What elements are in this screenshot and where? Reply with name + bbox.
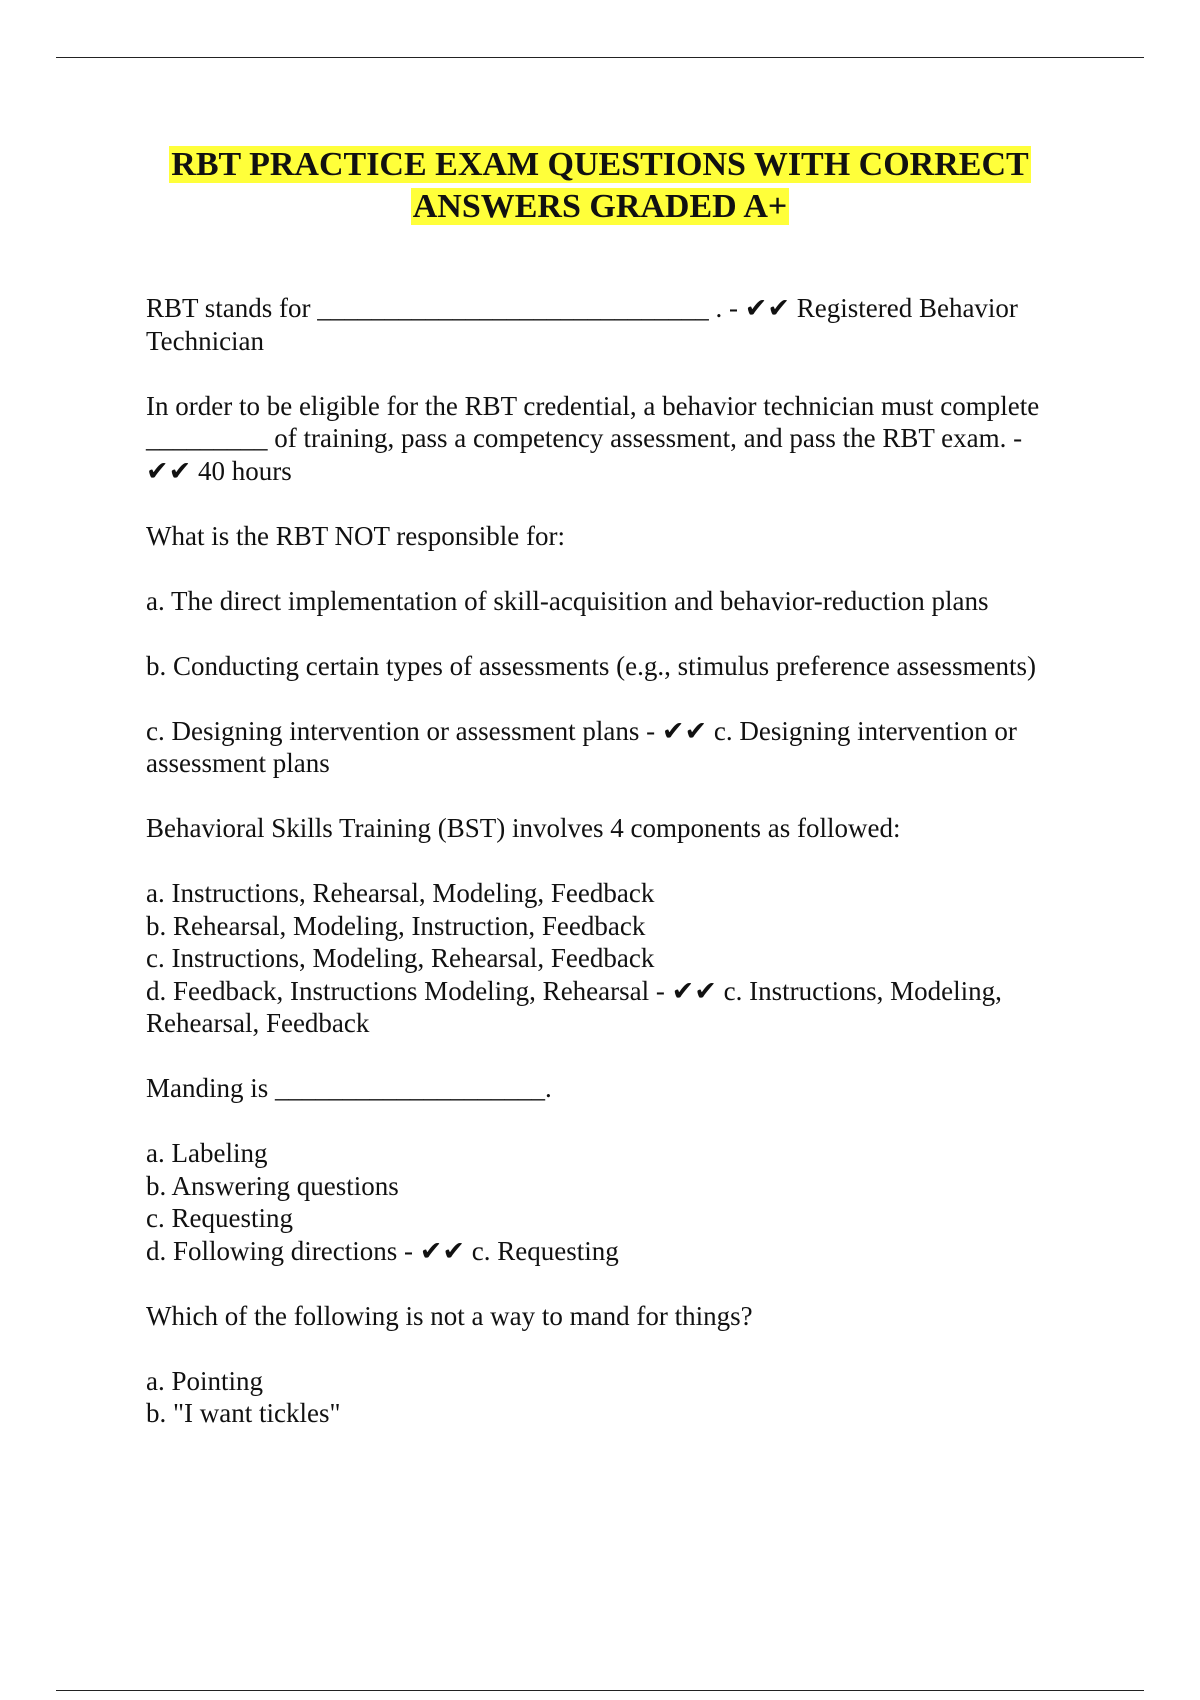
paragraph [146, 715, 1086, 780]
text-line: a. Labeling [146, 1138, 268, 1168]
text-line: RBT stands for _____________________________ . - ✔✔ Registered Behavior [146, 293, 1018, 323]
text-line: Behavioral Skills Training (BST) involves 4 components as followed: [146, 813, 901, 843]
text-line: Technician [146, 325, 265, 356]
paragraph [146, 1365, 1086, 1430]
text-line: b. Rehearsal, Modeling, Instruction, Feedback [146, 910, 646, 941]
text-line: assessment plans [146, 748, 330, 778]
paragraph [146, 292, 1086, 357]
text-line: In order to be eligible for the RBT credential, a behavior technician must complete [146, 390, 1040, 421]
title-line-1: RBT PRACTICE EXAM QUESTIONS WITH CORRECT [171, 146, 1029, 183]
text-line: d. Following directions - ✔✔ c. Requesting [146, 1235, 619, 1266]
text-line: d. Feedback, Instructions Modeling, Rehearsal - ✔✔ c. Instructions, Modeling, [146, 975, 1002, 1006]
document-body [146, 292, 1086, 1462]
text-line: b. Conducting certain types of assessments (e.g., stimulus preference assessments) [146, 650, 1037, 681]
bottom-rule [56, 1690, 1144, 1691]
paragraph [146, 1300, 1086, 1333]
text-line: b. "I want tickles" [146, 1398, 341, 1428]
text-line: c. Designing intervention or assessment plans - ✔✔ c. Designing intervention or [146, 715, 1017, 746]
document-title [0, 144, 1200, 228]
paragraph [146, 1137, 1086, 1267]
text-line: c. Requesting [146, 1203, 293, 1233]
text-line: What is the RBT NOT responsible for: [146, 520, 565, 551]
paragraph [146, 877, 1086, 1040]
paragraph [146, 585, 1086, 618]
text-line: Manding is ____________________. [146, 1073, 552, 1103]
text-line: _________ of training, pass a competency assessment, and pass the RBT exam. - [146, 423, 1023, 453]
top-rule [56, 57, 1144, 58]
text-line: ✔✔ 40 hours [146, 455, 292, 486]
text-line: a. The direct implementation of skill-acquisition and behavior-reduction plans [146, 585, 989, 616]
paragraph [146, 520, 1086, 553]
title-line-2: ANSWERS GRADED A+ [412, 188, 788, 225]
paragraph [146, 390, 1086, 488]
text-line: c. Instructions, Modeling, Rehearsal, Feedback [146, 943, 655, 973]
text-line: a. Instructions, Rehearsal, Modeling, Feedback [146, 878, 655, 908]
paragraph [146, 1072, 1086, 1105]
text-line: Rehearsal, Feedback [146, 1008, 370, 1038]
paragraph [146, 650, 1086, 683]
text-line: b. Answering questions [146, 1170, 399, 1201]
text-line: a. Pointing [146, 1365, 264, 1396]
paragraph [146, 812, 1086, 845]
text-line: Which of the following is not a way to mand for things? [146, 1300, 753, 1331]
